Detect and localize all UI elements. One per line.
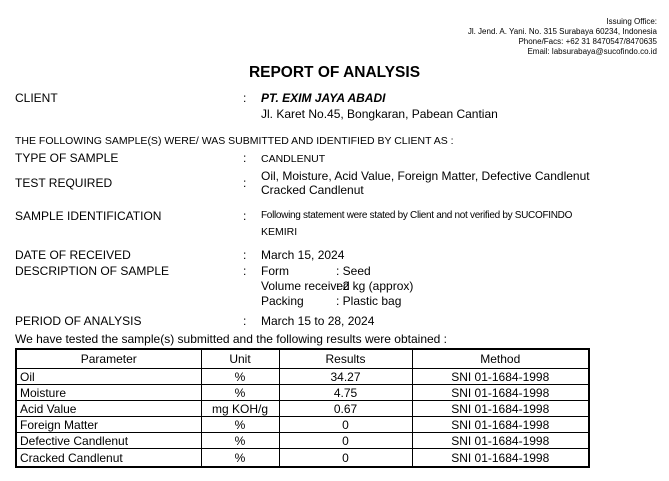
client-address: Jl. Karet No.45, Bongkaran, Pabean Cantian (261, 107, 498, 121)
cell-unit: % (201, 433, 279, 449)
test-line2: Cracked Candlenut (261, 183, 364, 197)
statement: THE FOLLOWING SAMPLE(S) WERE/ WAS SUBMITTED AND IDENTIFIED BY CLIENT AS : (15, 135, 454, 147)
client-name: PT. EXIM JAYA ABADI (261, 91, 386, 105)
type-value: CANDLENUT (261, 153, 326, 165)
colon: : (243, 209, 247, 223)
header-unit: Unit (201, 349, 279, 369)
cell-method: SNI 01-1684-1998 (412, 433, 589, 449)
cell-parameter: Foreign Matter (16, 417, 201, 433)
desc-volume-key: Volume received (261, 279, 350, 293)
test-label: TEST REQUIRED (15, 176, 113, 190)
cell-method: SNI 01-1684-1998 (412, 449, 589, 468)
desc-form-key: Form (261, 264, 289, 278)
ident-label: SAMPLE IDENTIFICATION (15, 209, 162, 223)
cell-result: 0.67 (279, 401, 412, 417)
office-phone: Phone/Facs: +62 31 8470547/8470635 (518, 37, 657, 46)
table-row (16, 449, 589, 468)
client-label: CLIENT (15, 91, 58, 105)
type-label: TYPE OF SAMPLE (15, 151, 119, 165)
cell-unit: % (201, 385, 279, 401)
office-title: Issuing Office: (606, 17, 657, 26)
colon: : (243, 314, 247, 328)
desc-packing-value: : Plastic bag (336, 294, 402, 308)
period-label: PERIOD OF ANALYSIS (15, 314, 142, 328)
desc-form-value: : Seed (336, 264, 371, 278)
ident-value: KEMIRI (261, 226, 298, 238)
cell-parameter: Moisture (16, 385, 201, 401)
office-email: Email: labsurabaya@sucofindo.co.id (527, 47, 657, 56)
desc-packing-key: Packing (261, 294, 304, 308)
office-address: Jl. Jend. A. Yani. No. 315 Surabaya 60234, Indonesia (467, 27, 657, 36)
header-method: Method (412, 349, 589, 369)
received-value: March 15, 2024 (261, 248, 345, 262)
cell-method: SNI 01-1684-1998 (412, 385, 589, 401)
cell-result: 0 (279, 449, 412, 468)
report-title: REPORT OF ANALYSIS (248, 64, 421, 81)
ident-note: Following statement were stated by Client and not verified by SUCOFINDO (261, 210, 573, 221)
cell-unit: mg KOH/g (201, 401, 279, 417)
header-parameter: Parameter (16, 349, 201, 369)
cell-result: 0 (279, 433, 412, 449)
cell-method: SNI 01-1684-1998 (412, 401, 589, 417)
table-row (16, 417, 589, 433)
cell-result: 0 (279, 417, 412, 433)
cell-unit: % (201, 417, 279, 433)
cell-parameter: Cracked Candlenut (16, 449, 201, 468)
table-row (16, 385, 589, 401)
test-line1: Oil, Moisture, Acid Value, Foreign Matter, Defective Candlenut (261, 169, 590, 183)
cell-result: 34.27 (279, 369, 412, 385)
results-table (15, 348, 590, 468)
cell-method: SNI 01-1684-1998 (412, 417, 589, 433)
cell-parameter: Defective Candlenut (16, 433, 201, 449)
cell-parameter: Acid Value (16, 401, 201, 417)
colon: : (243, 176, 247, 190)
description-label: DESCRIPTION OF SAMPLE (15, 264, 170, 278)
colon: : (243, 151, 247, 165)
colon: : (243, 248, 247, 262)
table-row (16, 433, 589, 449)
header-results: Results (279, 349, 412, 369)
colon: : (243, 91, 247, 105)
period-value: March 15 to 28, 2024 (261, 314, 375, 328)
received-label: DATE OF RECEIVED (15, 248, 131, 262)
table-row (16, 369, 589, 385)
table-row (16, 401, 589, 417)
colon: : (243, 264, 247, 278)
cell-parameter: Oil (16, 369, 201, 385)
cell-result: 4.75 (279, 385, 412, 401)
results-intro: We have tested the sample(s) submitted and the following results were obtained : (15, 332, 448, 346)
cell-method: SNI 01-1684-1998 (412, 369, 589, 385)
cell-unit: % (201, 369, 279, 385)
desc-volume-value: : 2 kg (approx) (336, 279, 414, 293)
cell-unit: % (201, 449, 279, 468)
